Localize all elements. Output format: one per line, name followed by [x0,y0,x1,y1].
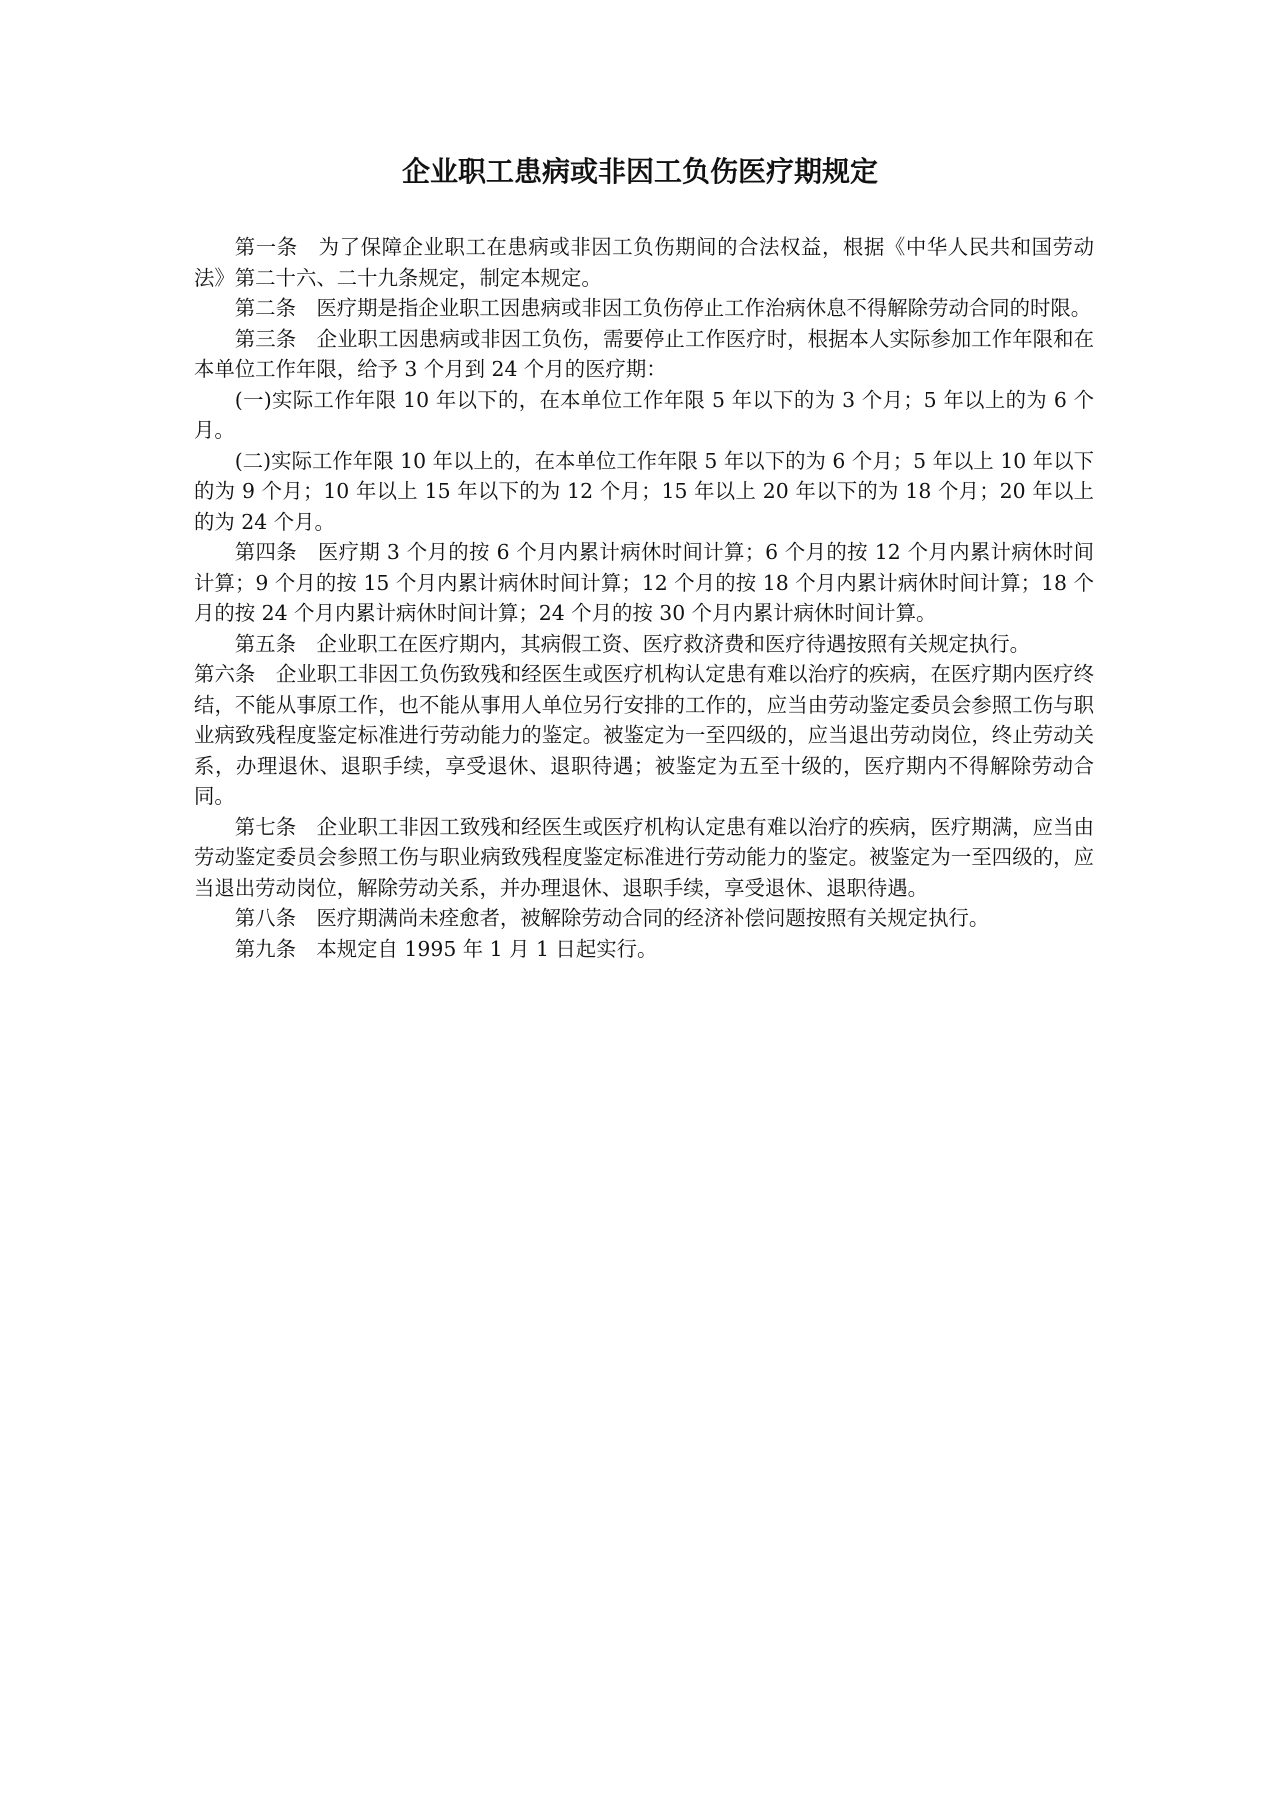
article-3-clause-2: (二)实际工作年限 10 年以上的，在本单位工作年限 5 年以下的为 6 个月；5 年以上 10 年以下的为 9 个月；10 年以上 15 年以下的为 12 个月；15 年以上 20 年以下的为 18 个月；20 年以上的为 24 个月。 [194,448,1094,534]
article-3: 第三条 企业职工因患病或非因工负伤，需要停止工作医疗时，根据本人实际参加工作年限和在本单位工作年限，给予 3 个月到 24 个月的医疗期： [194,326,1094,381]
article-6: 第六条 企业职工非因工负伤致残和经医生或医疗机构认定患有难以治疗的疾病，在医疗期内医疗终结，不能从事原工作，也不能从事用人单位另行安排的工作的，应当由劳动鉴定委员会参照工伤与职业病致残程度鉴定标准进行劳动能力的鉴定。被鉴定为一至四级的，应当退出劳动岗位，终止劳动关系，办理退休、退职手续，享受退休、退职待遇；被鉴定为五至十级的，医疗期内不得解除劳动合同。 [194,662,1094,808]
article-1: 第一条 为了保障企业职工在患病或非因工负伤期间的合法权益，根据《中华人民共和国劳动法》第二十六、二十九条规定，制定本规定。 [194,235,1094,290]
document-title: 企业职工患病或非因工负伤医疗期规定 [401,155,878,188]
article-5: 第五条 企业职工在医疗期内，其病假工资、医疗救济费和医疗待遇按照有关规定执行。 [234,631,1031,656]
document-body [194,232,1094,964]
article-3-clause-1: (一)实际工作年限 10 年以下的，在本单位工作年限 5 年以下的为 3 个月；5 年以上的为 6 个月。 [194,387,1094,442]
article-2: 第二条 医疗期是指企业职工因患病或非因工负伤停止工作治病休息不得解除劳动合同的时限。 [234,296,1092,320]
article-9: 第九条 本规定自 1995 年 1 月 1 日起实行。 [234,936,658,961]
article-7: 第七条 企业职工非因工致残和经医生或医疗机构认定患有难以治疗的疾病，医疗期满，应当由劳动鉴定委员会参照工伤与职业病致残程度鉴定标准进行劳动能力的鉴定。被鉴定为一至四级的，应当退出劳动岗位，解除劳动关系，并办理退休、退职手续，享受退休、退职待遇。 [194,814,1094,900]
article-4: 第四条 医疗期 3 个月的按 6 个月内累计病休时间计算；6 个月的按 12 个月内累计病休时间计算；9 个月的按 15 个月内累计病休时间计算；12 个月的按 18 个月内累计病休时间计算；18 个月的按 24 个月内累计病休时间计算；24 个月的按 30 个月内累计病休时间计算。 [194,540,1094,625]
article-8: 第八条 医疗期满尚未痊愈者，被解除劳动合同的经济补偿问题按照有关规定执行。 [234,906,990,930]
